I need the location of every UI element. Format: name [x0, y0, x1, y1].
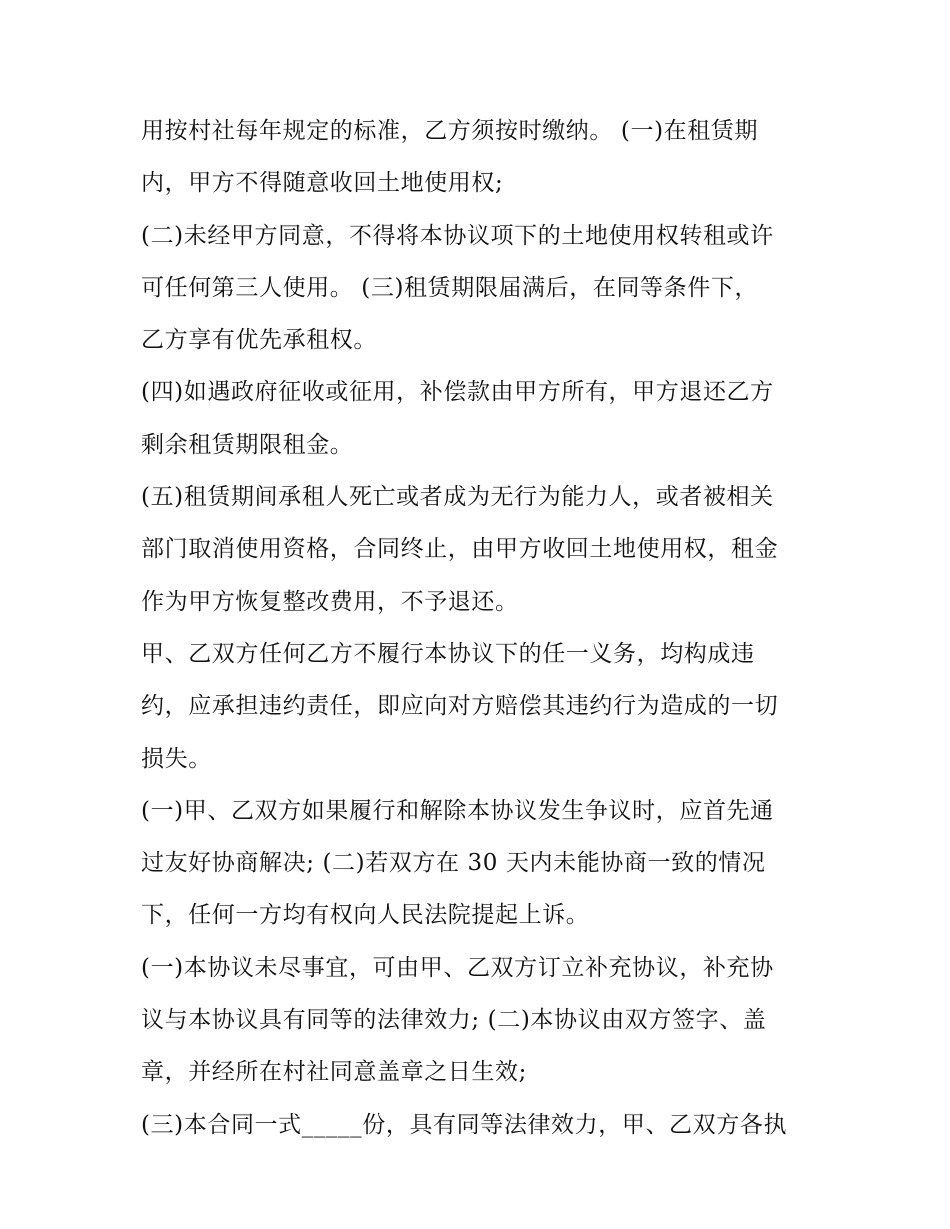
contract-text-body — [141, 105, 821, 1151]
text-line: 乙方享有优先承租权。 — [141, 327, 377, 354]
text-line: 约，应承担违约责任，即应向对方赔偿其违约行为造成的一切 — [141, 693, 779, 720]
text-line: (二)未经甲方同意，不得将本协议项下的土地使用权转租或许 — [141, 222, 774, 249]
text-line: (五)租赁期间承租人死亡或者成为无行为能力人，或者被相关 — [141, 484, 774, 511]
text-line: 部门取消使用资格，合同终止，由甲方收回土地使用权，租金 — [141, 536, 779, 563]
text-line: (一)本协议未尽事宜，可由甲、乙双方订立补充协议，补充协 — [141, 954, 774, 981]
text-line: 作为甲方恢复整改费用，不予退还。 — [141, 588, 519, 615]
text-line: 章，并经所在村社同意盖章之日生效; — [141, 1059, 527, 1086]
text-line: (一)甲、乙双方如果履行和解除本协议发生争议时，应首先通 — [141, 797, 774, 824]
text-line: 下，任何一方均有权向人民法院提起上诉。 — [141, 902, 590, 929]
text-line: 用按村社每年规定的标准，乙方须按时缴纳。 (一)在租赁期 — [141, 118, 759, 144]
text-line: (三)本合同一式_____份，具有同等法律效力，甲、乙双方各执 — [141, 1111, 788, 1138]
text-line: 甲、乙双方任何乙方不履行本协议下的任一义务，均构成违 — [141, 640, 755, 667]
text-line: 剩余租赁期限租金。 — [141, 431, 354, 458]
text-line: (四)如遇政府征收或征用，补偿款由甲方所有，甲方退还乙方 — [141, 379, 774, 406]
text-line: 损失。 — [141, 745, 212, 772]
text-line: 内，甲方不得随意收回土地使用权; — [141, 170, 504, 197]
text-line: 过友好协商解决; (二)若双方在 30 天内未能协商一致的情况 — [141, 850, 766, 877]
text-line: 议与本协议具有同等的法律效力; (二)本协议由双方签字、盖 — [141, 1007, 767, 1034]
text-line: 可任何第三人使用。 (三)租赁期限届满后，在同等条件下， — [141, 274, 759, 301]
